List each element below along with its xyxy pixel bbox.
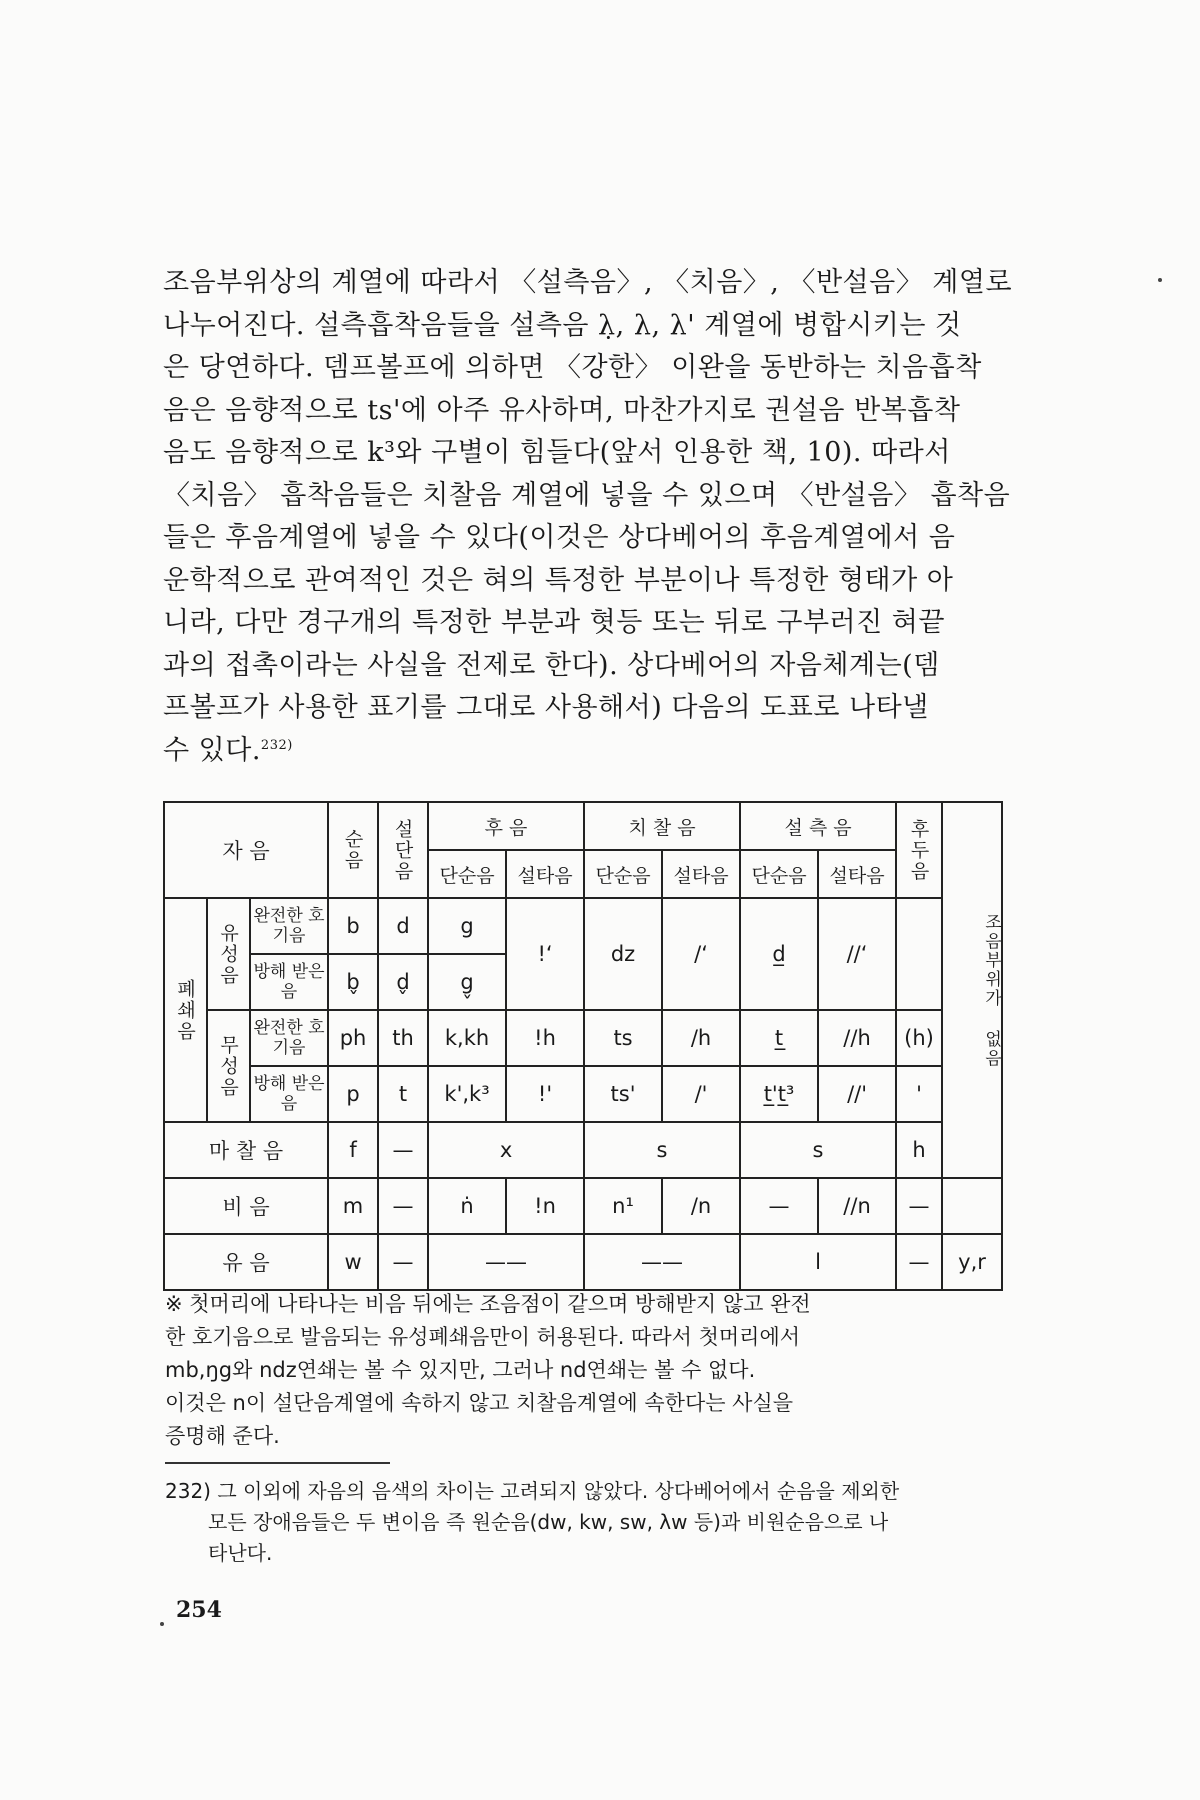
sibilant-click-header: 설타음 xyxy=(662,850,740,898)
nasal-label: 비 음 xyxy=(164,1178,328,1234)
footnote-line: 타난다. xyxy=(208,1541,273,1565)
text-line: 니라, 다만 경구개의 특정한 부분과 혓등 또는 뒤로 구부러진 혀끝 xyxy=(163,607,945,638)
sibilant-header: 치 찰 음 xyxy=(584,802,740,850)
table-cell: //ʻ xyxy=(818,898,896,1010)
table-cell: — xyxy=(378,1178,428,1234)
apical-header: 설단음 xyxy=(378,802,428,898)
text-line: 음은 음향적으로 ts'에 아주 유사하며, 마찬가지로 권설음 반복흡착 xyxy=(163,394,961,426)
stop-group-label: 폐쇄음 xyxy=(164,898,207,1122)
table-cell: b xyxy=(328,898,378,954)
table-cell: dz xyxy=(584,898,662,1010)
lateral-header: 설 측 음 xyxy=(740,802,896,850)
text-line-end: 수 있다. xyxy=(163,734,261,766)
text-line: 나누어진다. 설측흡착음들을 설측음 λ̣, λ, λ' 계열에 병합시키는 것 xyxy=(163,309,962,341)
table-cell: —— xyxy=(428,1234,584,1290)
velar-simple-header: 단순음 xyxy=(428,850,506,898)
table-cell: !h xyxy=(506,1010,584,1066)
body-paragraph xyxy=(163,262,1013,772)
table-cell: m xyxy=(328,1178,378,1234)
table-cell: //h xyxy=(818,1010,896,1066)
note-line: ※ 첫머리에 나타나는 비음 뒤에는 조음점이 같으며 방해받지 않고 완전 xyxy=(165,1292,811,1316)
table-cell: — xyxy=(378,1122,428,1178)
velar-header: 후 음 xyxy=(428,802,584,850)
table-cell: n¹ xyxy=(584,1178,662,1234)
table-cell: — xyxy=(740,1178,818,1234)
table-cell: —— xyxy=(584,1234,740,1290)
table-cell: ts xyxy=(584,1010,662,1066)
table-cell: y,r xyxy=(942,1234,1002,1290)
glottal-header: 후두음 xyxy=(896,802,942,898)
table-cell: t̲ xyxy=(740,1010,818,1066)
fricative-label: 마 찰 음 xyxy=(164,1122,328,1178)
consonant-table xyxy=(163,801,1003,1291)
table-cell: l xyxy=(740,1234,896,1290)
table-cell: p xyxy=(328,1066,378,1122)
scan-speck xyxy=(160,1622,164,1626)
table-cell: w xyxy=(328,1234,378,1290)
table-cell: g̬ xyxy=(428,954,506,1010)
table-cell: b̬ xyxy=(328,954,378,1010)
corner-header: 자 음 xyxy=(164,802,328,898)
text-line: 조음부위상의 계열에 따라서 〈설측음〉, 〈치음〉, 〈반설음〉 계열로 xyxy=(163,267,1013,298)
obstructed-label: 방해 받은 음 xyxy=(250,1066,328,1122)
table-cell: — xyxy=(896,1234,942,1290)
obstructed-label: 방해 받은 음 xyxy=(250,954,328,1010)
table-note xyxy=(165,1288,999,1453)
table-cell: d̲ xyxy=(740,898,818,1010)
table-cell: k,kh xyxy=(428,1010,506,1066)
table-cell: k',k³ xyxy=(428,1066,506,1122)
table-cell: ph xyxy=(328,1010,378,1066)
table-cell: d xyxy=(378,898,428,954)
text-line: 음도 음향적으로 k³와 구별이 힘들다(앞서 인용한 책, 10). 따라서 xyxy=(163,437,951,468)
table-cell: f xyxy=(328,1122,378,1178)
footnote-divider xyxy=(165,1462,390,1464)
table-cell: (h) xyxy=(896,1010,942,1066)
table-cell: — xyxy=(378,1234,428,1290)
table-cell: /h xyxy=(662,1010,740,1066)
text-line: 〈치음〉 흡착음들은 치찰음 계열에 넣을 수 있으며 〈반설음〉 흡착음 xyxy=(163,479,1011,511)
table-cell: s xyxy=(740,1122,896,1178)
table-cell: /n xyxy=(662,1178,740,1234)
table-cell: x xyxy=(428,1122,584,1178)
note-line: 이것은 n이 설단음계열에 속하지 않고 치찰음계열에 속한다는 사실을 xyxy=(165,1391,794,1415)
table-cell: g xyxy=(428,898,506,954)
table-cell: h xyxy=(896,1122,942,1178)
table-cell: !ʻ xyxy=(506,898,584,1010)
note-line: mb,ŋg와 ndz연쇄는 볼 수 있지만, 그러나 nd연쇄는 볼 수 없다. xyxy=(165,1358,756,1382)
table-cell: d̬ xyxy=(378,954,428,1010)
footnote-line: 모든 장애음들은 두 변이음 즉 원순음(dw, kw, sw, λw 등)과 비원순음으로 나 xyxy=(208,1510,889,1534)
lateral-click-header: 설타음 xyxy=(818,850,896,898)
voiceless-group-label: 무성음 xyxy=(207,1010,250,1122)
sibilant-simple-header: 단순음 xyxy=(584,850,662,898)
footnote-reference: 232) xyxy=(260,737,293,753)
footnote xyxy=(165,1476,999,1569)
labial-header: 순음 xyxy=(328,802,378,898)
table-cell: !n xyxy=(506,1178,584,1234)
scan-speck xyxy=(1158,278,1162,282)
lateral-simple-header: 단순음 xyxy=(740,850,818,898)
footnote-line: 232) 그 이외에 자음의 음색의 차이는 고려되지 않았다. 상다베어에서 순음을 제외한 xyxy=(165,1479,900,1503)
note-line: 증명해 준다. xyxy=(165,1424,280,1448)
note-line: 한 호기음으로 발음되는 유성폐쇄음만이 허용된다. 따라서 첫머리에서 xyxy=(165,1325,801,1349)
full-aspirate-label: 완전한 호기음 xyxy=(250,898,328,954)
text-line: 들은 후음계열에 넣을 수 있다(이것은 상다베어의 후음계열에서 음 xyxy=(163,522,956,553)
table-cell: /ʻ xyxy=(662,898,740,1010)
text-line-last xyxy=(163,730,999,773)
text-line: 운학적으로 관여적인 것은 혀의 특정한 부분이나 특정한 형태가 아 xyxy=(163,564,954,596)
table-cell: ṅ xyxy=(428,1178,506,1234)
liquid-label: 유 음 xyxy=(164,1234,328,1290)
table-cell: s xyxy=(584,1122,740,1178)
noplace-header: 조음부위가 없음 xyxy=(942,802,1002,1178)
text-line: 과의 접촉이라는 사실을 전제로 한다). 상다베어의 자음체계는(뎀 xyxy=(163,649,940,681)
table-cell: //n xyxy=(818,1178,896,1234)
table-cell: //' xyxy=(818,1066,896,1122)
text-line: 프볼프가 사용한 표기를 그대로 사용해서) 다음의 도표로 나타낼 xyxy=(163,692,929,723)
table-cell: th xyxy=(378,1010,428,1066)
table-cell: t̲'t̲³ xyxy=(740,1066,818,1122)
table-cell: !' xyxy=(506,1066,584,1122)
full-aspirate-label: 완전한 호기음 xyxy=(250,1010,328,1066)
voiced-group-label: 유성음 xyxy=(207,898,250,1010)
table-cell: t xyxy=(378,1066,428,1122)
table-cell: — xyxy=(896,1178,942,1234)
table-cell-empty xyxy=(942,1178,1002,1234)
table-cell: ' xyxy=(896,1066,942,1122)
text-line: 은 당연하다. 뎀프볼프에 의하면 〈강한〉 이완을 동반하는 치음흡착 xyxy=(163,352,982,383)
table-cell: ts' xyxy=(584,1066,662,1122)
table-cell-empty xyxy=(896,898,942,1010)
table-cell: /' xyxy=(662,1066,740,1122)
page-number: 254 xyxy=(176,1597,222,1623)
velar-click-header: 설타음 xyxy=(506,850,584,898)
